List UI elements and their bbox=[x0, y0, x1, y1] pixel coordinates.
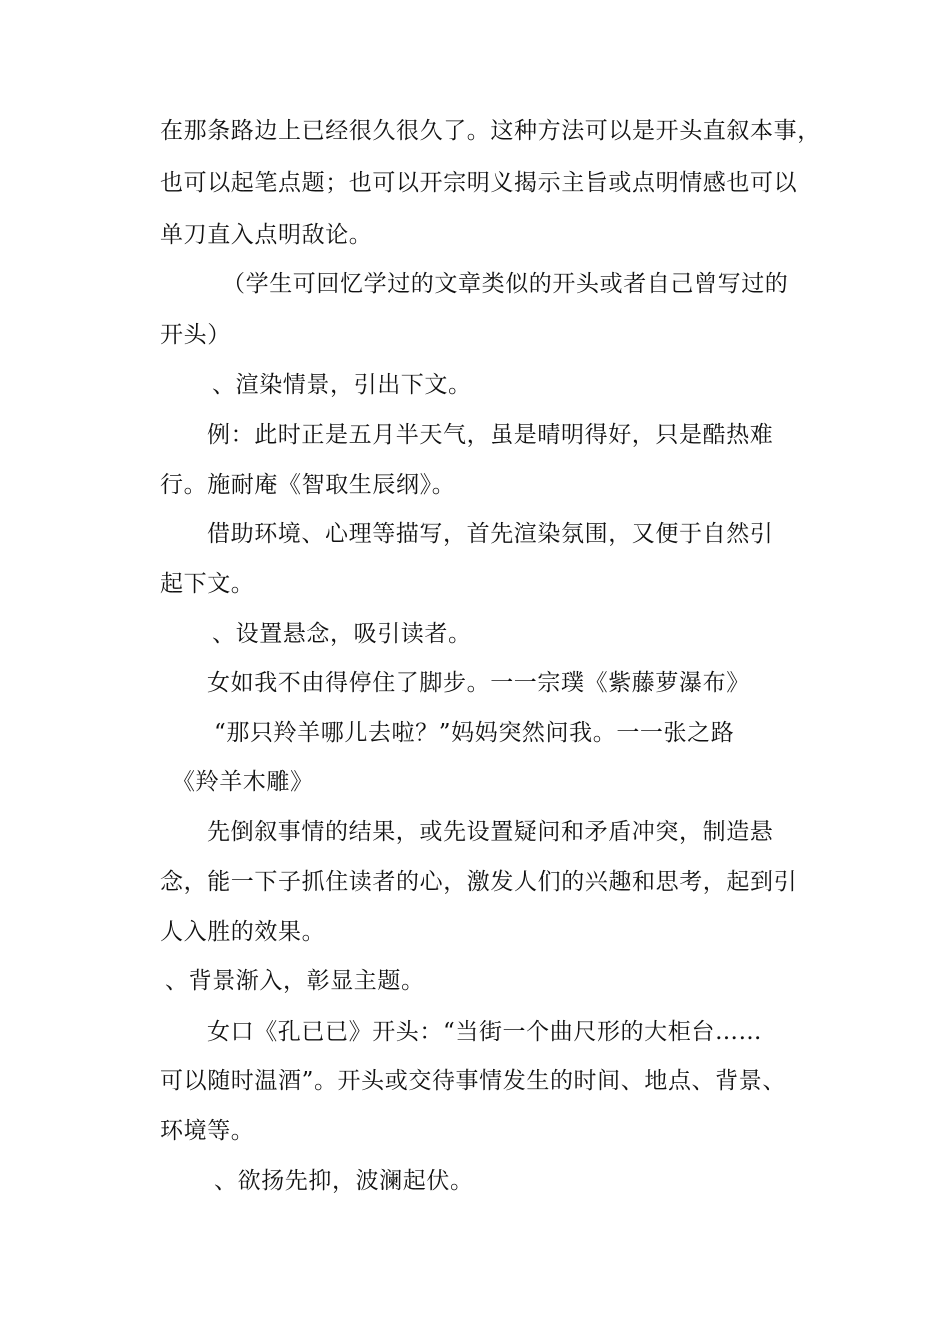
text-line: 也可以起笔点题；也可以开宗明义揭示主旨或点明情感也可以 bbox=[160, 170, 798, 196]
text-line: 例：此时正是五月半天气，虽是晴明得好，只是酷热难 bbox=[207, 422, 774, 448]
text-line: 先倒叙事情的结果，或先设置疑问和矛盾冲突，制造悬 bbox=[207, 819, 774, 845]
text-line: 单刀直入点明敌论。 bbox=[160, 222, 373, 248]
text-line: 女口《孔已已》开头：“当街一个曲尺形的大柜台…… bbox=[207, 1019, 763, 1045]
text-line: 念，能一下子抓住读者的心，激发人们的兴趣和思考，起到引 bbox=[160, 869, 798, 895]
text-line: 起下文。 bbox=[160, 571, 255, 597]
text-line: 在那条路边上已经很久很久了。这种方法可以是开头直叙本事， bbox=[160, 118, 821, 144]
text-line: 可以随时温酒”。开头或交待事情发生的时间、地点、背景、 bbox=[160, 1068, 786, 1094]
text-line: 人入胜的效果。 bbox=[160, 919, 326, 945]
text-line: （学生可回忆学过的文章类似的开头或者自己曾写过的 bbox=[222, 271, 789, 297]
text-line: “那只羚羊哪儿去啦？”妈妈突然问我。一一张之路 bbox=[214, 720, 735, 746]
text-line: 开头） bbox=[160, 322, 231, 348]
text-line: 环境等。 bbox=[160, 1118, 255, 1144]
text-line: 、渲染情景，引出下文。 bbox=[212, 372, 472, 398]
text-line: 《羚羊木雕》 bbox=[172, 769, 314, 795]
text-line: 、设置悬念，吸引读者。 bbox=[212, 621, 472, 647]
text-line: 女如我不由得停住了脚步。一一宗璞《紫藤萝瀑布》 bbox=[207, 670, 750, 696]
text-line: 、欲扬先抑，波澜起伏。 bbox=[214, 1168, 474, 1194]
text-line: 借助环境、心理等描写，首先渲染氛围，又便于自然引 bbox=[207, 521, 774, 547]
text-line: 、背景渐入，彰显主题。 bbox=[165, 968, 425, 994]
text-line: 行。施耐庵《智取生辰纲》。 bbox=[160, 472, 456, 498]
